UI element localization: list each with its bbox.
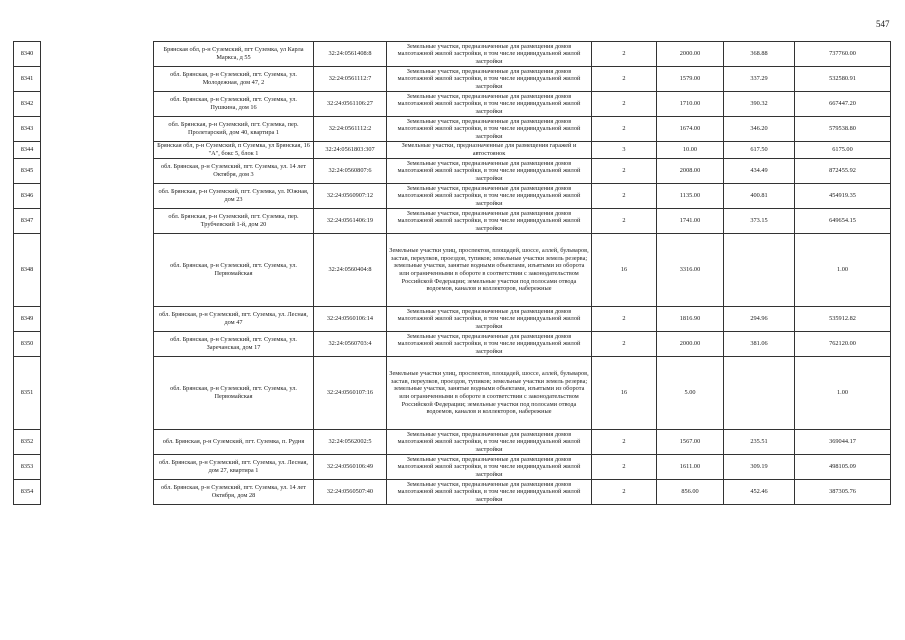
table-row — [14, 159, 891, 184]
use-code-cell: 2 — [592, 455, 657, 480]
address-cell: обл. Брянская, р-н Суземский, пгт. Суземка, ул. Заречанская, дом 17 — [154, 332, 314, 357]
cadastral-number-cell: 32:24:0560107:16 — [314, 357, 387, 430]
row-number: 8342 — [14, 92, 41, 117]
address-cell: обл. Брянская, р-н Суземский, пгт. Суземка, пер. Пролетарский, дом 40, квартира 1 — [154, 117, 314, 142]
land-use-cell: Земельные участки, предназначенные для размещения домов малоэтажной жилой застройки, в том числе индивидуальной жилой застройки — [387, 332, 592, 357]
table-row — [14, 67, 891, 92]
specific-value-cell: 346.20 — [724, 117, 795, 142]
address-cell: Брянская обл, р-н Суземский, п Суземка, ул Брянская, 16 "А", бокс 5, блок 1 — [154, 142, 314, 159]
row-number: 8346 — [14, 184, 41, 209]
row-number: 8341 — [14, 67, 41, 92]
spacer-cell — [41, 209, 154, 234]
table-row — [14, 92, 891, 117]
address-cell: обл. Брянская, р-н Суземский, пгт. Суземка, ул. 14 лет Октября, дом 28 — [154, 480, 314, 505]
use-code-cell: 2 — [592, 184, 657, 209]
specific-value-cell — [724, 234, 795, 307]
spacer-cell — [41, 92, 154, 117]
land-use-cell: Земельные участки улиц, проспектов, площадей, шоссе, аллей, бульваров, застав, переулков, проездов, тупиков; земельные участки земель резерва; земельные участки, занятые водными объектами, изъятыми из оборота или ограниченными в обороте в соответствии с законодательством Российской Федерации; земельные участки под полосами отвода водоемов, каналов и коллекторов, набережные — [387, 234, 592, 307]
specific-value-cell — [724, 357, 795, 430]
area-cell: 1579.00 — [657, 67, 724, 92]
area-cell: 1741.00 — [657, 209, 724, 234]
address-cell: обл. Брянская, р-н Суземский, пгт. Суземка, ул. Лесная, дом 47 — [154, 307, 314, 332]
cadastral-number-cell: 32:24:0560703:4 — [314, 332, 387, 357]
row-number: 8350 — [14, 332, 41, 357]
land-use-cell: Земельные участки, предназначенные для размещения гаражей и автостоянок — [387, 142, 592, 159]
use-code-cell: 2 — [592, 430, 657, 455]
address-cell: обл. Брянская, р-н Суземский, пгт. Суземка, ул. Первомайская — [154, 234, 314, 307]
cadastral-number-cell: 32:24:0561106:27 — [314, 92, 387, 117]
land-use-cell: Земельные участки, предназначенные для размещения домов малоэтажной жилой застройки, в том числе индивидуальной жилой застройки — [387, 455, 592, 480]
specific-value-cell: 434.49 — [724, 159, 795, 184]
table-row — [14, 117, 891, 142]
table-row — [14, 357, 891, 430]
cadastral-value-cell: 454919.35 — [795, 184, 891, 209]
cadastral-number-cell: 32:24:0561408:8 — [314, 42, 387, 67]
cadastral-value-table — [13, 41, 891, 505]
address-cell: обл. Брянская, р-н Суземский, пгт. Суземка, п. Рудня — [154, 430, 314, 455]
land-use-cell: Земельные участки, предназначенные для размещения домов малоэтажной жилой застройки, в том числе индивидуальной жилой застройки — [387, 184, 592, 209]
use-code-cell: 2 — [592, 480, 657, 505]
use-code-cell: 2 — [592, 159, 657, 184]
spacer-cell — [41, 159, 154, 184]
address-cell: Брянская обл, р-н Суземский, пгт Суземка, ул Карла Маркса, д 55 — [154, 42, 314, 67]
spacer-cell — [41, 307, 154, 332]
specific-value-cell: 381.06 — [724, 332, 795, 357]
address-cell: обл. Брянская, р-н Суземский, пгт. Суземка, ул. Лесная, дом 27, квартира 1 — [154, 455, 314, 480]
cadastral-number-cell: 32:24:0560404:8 — [314, 234, 387, 307]
area-cell: 1674.00 — [657, 117, 724, 142]
row-number: 8348 — [14, 234, 41, 307]
cadastral-number-cell: 32:24:0560907:12 — [314, 184, 387, 209]
specific-value-cell: 337.29 — [724, 67, 795, 92]
area-cell: 3316.00 — [657, 234, 724, 307]
specific-value-cell: 235.51 — [724, 430, 795, 455]
area-cell: 856.00 — [657, 480, 724, 505]
area-cell: 2000.00 — [657, 332, 724, 357]
table-row — [14, 209, 891, 234]
page-number: 547 — [876, 19, 890, 29]
table-row — [14, 430, 891, 455]
spacer-cell — [41, 42, 154, 67]
table-row — [14, 480, 891, 505]
specific-value-cell: 617.50 — [724, 142, 795, 159]
use-code-cell: 2 — [592, 67, 657, 92]
cadastral-value-cell: 6175.00 — [795, 142, 891, 159]
specific-value-cell: 373.15 — [724, 209, 795, 234]
cadastral-value-cell: 649654.15 — [795, 209, 891, 234]
address-cell: обл. Брянская, р-н Суземский, пгт. Суземка, ул. Молодежная, дом 47, 2 — [154, 67, 314, 92]
spacer-cell — [41, 67, 154, 92]
address-cell: обл. Брянская, р-н Суземский, пгт. Суземка, ул. 14 лет Октября, дом 3 — [154, 159, 314, 184]
specific-value-cell: 390.32 — [724, 92, 795, 117]
table-row — [14, 332, 891, 357]
row-number: 8345 — [14, 159, 41, 184]
cadastral-value-cell: 532580.91 — [795, 67, 891, 92]
land-use-cell: Земельные участки, предназначенные для размещения домов малоэтажной жилой застройки, в том числе индивидуальной жилой застройки — [387, 209, 592, 234]
table-row — [14, 42, 891, 67]
spacer-cell — [41, 480, 154, 505]
cadastral-number-cell: 32:24:0561406:19 — [314, 209, 387, 234]
land-use-cell: Земельные участки, предназначенные для размещения домов малоэтажной жилой застройки, в том числе индивидуальной жилой застройки — [387, 430, 592, 455]
use-code-cell: 3 — [592, 142, 657, 159]
table-row — [14, 234, 891, 307]
cadastral-value-cell: 667447.20 — [795, 92, 891, 117]
use-code-cell: 2 — [592, 117, 657, 142]
area-cell: 10.00 — [657, 142, 724, 159]
spacer-cell — [41, 455, 154, 480]
table-row — [14, 184, 891, 209]
spacer-cell — [41, 234, 154, 307]
cadastral-value-cell: 579538.80 — [795, 117, 891, 142]
row-number: 8351 — [14, 357, 41, 430]
address-cell: обл. Брянская, р-н Суземский, пгт. Суземка, ул. Первомайская — [154, 357, 314, 430]
cadastral-number-cell: 32:24:0561803:307 — [314, 142, 387, 159]
row-number: 8343 — [14, 117, 41, 142]
area-cell: 1816.90 — [657, 307, 724, 332]
use-code-cell: 2 — [592, 209, 657, 234]
spacer-cell — [41, 430, 154, 455]
area-cell: 2000.00 — [657, 42, 724, 67]
area-cell: 1135.00 — [657, 184, 724, 209]
specific-value-cell: 309.19 — [724, 455, 795, 480]
row-number: 8353 — [14, 455, 41, 480]
land-use-cell: Земельные участки, предназначенные для размещения домов малоэтажной жилой застройки, в том числе индивидуальной жилой застройки — [387, 117, 592, 142]
cadastral-value-cell: 737760.00 — [795, 42, 891, 67]
cadastral-value-cell: 762120.00 — [795, 332, 891, 357]
land-use-cell: Земельные участки, предназначенные для размещения домов малоэтажной жилой застройки, в том числе индивидуальной жилой застройки — [387, 307, 592, 332]
table-body — [14, 42, 891, 505]
cadastral-number-cell: 32:24:0561112:7 — [314, 67, 387, 92]
area-cell: 1567.00 — [657, 430, 724, 455]
spacer-cell — [41, 142, 154, 159]
cadastral-number-cell: 32:24:0562002:5 — [314, 430, 387, 455]
land-use-cell: Земельные участки, предназначенные для размещения домов малоэтажной жилой застройки, в том числе индивидуальной жилой застройки — [387, 67, 592, 92]
use-code-cell: 2 — [592, 42, 657, 67]
cadastral-value-cell: 369044.17 — [795, 430, 891, 455]
spacer-cell — [41, 184, 154, 209]
use-code-cell: 16 — [592, 234, 657, 307]
row-number: 8349 — [14, 307, 41, 332]
cadastral-number-cell: 32:24:0560106:49 — [314, 455, 387, 480]
use-code-cell: 2 — [592, 332, 657, 357]
cadastral-number-cell: 32:24:0560507:40 — [314, 480, 387, 505]
cadastral-value-cell: 387305.76 — [795, 480, 891, 505]
area-cell: 2008.00 — [657, 159, 724, 184]
specific-value-cell: 452.46 — [724, 480, 795, 505]
land-use-cell: Земельные участки, предназначенные для размещения домов малоэтажной жилой застройки, в том числе индивидуальной жилой застройки — [387, 92, 592, 117]
table-row — [14, 142, 891, 159]
cadastral-number-cell: 32:24:0560807:6 — [314, 159, 387, 184]
cadastral-number-cell: 32:24:0561112:2 — [314, 117, 387, 142]
specific-value-cell: 368.88 — [724, 42, 795, 67]
area-cell: 1710.00 — [657, 92, 724, 117]
cadastral-value-cell: 535912.82 — [795, 307, 891, 332]
spacer-cell — [41, 117, 154, 142]
table-row — [14, 455, 891, 480]
address-cell: обл. Брянская, р-н Суземский, пгт. Суземка, ул. Пушкина, дом 16 — [154, 92, 314, 117]
cadastral-number-cell: 32:24:0560106:14 — [314, 307, 387, 332]
land-use-cell: Земельные участки, предназначенные для размещения домов малоэтажной жилой застройки, в том числе индивидуальной жилой застройки — [387, 42, 592, 67]
spacer-cell — [41, 357, 154, 430]
use-code-cell: 2 — [592, 92, 657, 117]
land-use-cell: Земельные участки, предназначенные для размещения домов малоэтажной жилой застройки, в том числе индивидуальной жилой застройки — [387, 159, 592, 184]
cadastral-value-cell: 1.00 — [795, 234, 891, 307]
land-use-cell: Земельные участки, предназначенные для размещения домов малоэтажной жилой застройки, в том числе индивидуальной жилой застройки — [387, 480, 592, 505]
cadastral-value-cell: 872455.92 — [795, 159, 891, 184]
address-cell: обл. Брянская, р-н Суземский, пгт. Суземка, пер. Трубчевский 1-й, дом 20 — [154, 209, 314, 234]
land-use-cell: Земельные участки улиц, проспектов, площадей, шоссе, аллей, бульваров, застав, переулков, проездов, тупиков; земельные участки земель резерва; земельные участки, занятые водными объектами, изъятыми из оборота или ограниченными в обороте в соответствии с законодательством Российской Федерации; земельные участки под полосами отвода водоемов, каналов и коллекторов, набережные — [387, 357, 592, 430]
spacer-cell — [41, 332, 154, 357]
row-number: 8340 — [14, 42, 41, 67]
table-row — [14, 307, 891, 332]
row-number: 8347 — [14, 209, 41, 234]
specific-value-cell: 400.81 — [724, 184, 795, 209]
use-code-cell: 16 — [592, 357, 657, 430]
area-cell: 1611.00 — [657, 455, 724, 480]
use-code-cell: 2 — [592, 307, 657, 332]
row-number: 8352 — [14, 430, 41, 455]
cadastral-value-cell: 1.00 — [795, 357, 891, 430]
area-cell: 5.00 — [657, 357, 724, 430]
specific-value-cell: 294.96 — [724, 307, 795, 332]
row-number: 8344 — [14, 142, 41, 159]
cadastral-value-cell: 498105.09 — [795, 455, 891, 480]
address-cell: обл. Брянская, р-н Суземский, пгт. Суземка, ул. Южная, дом 23 — [154, 184, 314, 209]
row-number: 8354 — [14, 480, 41, 505]
